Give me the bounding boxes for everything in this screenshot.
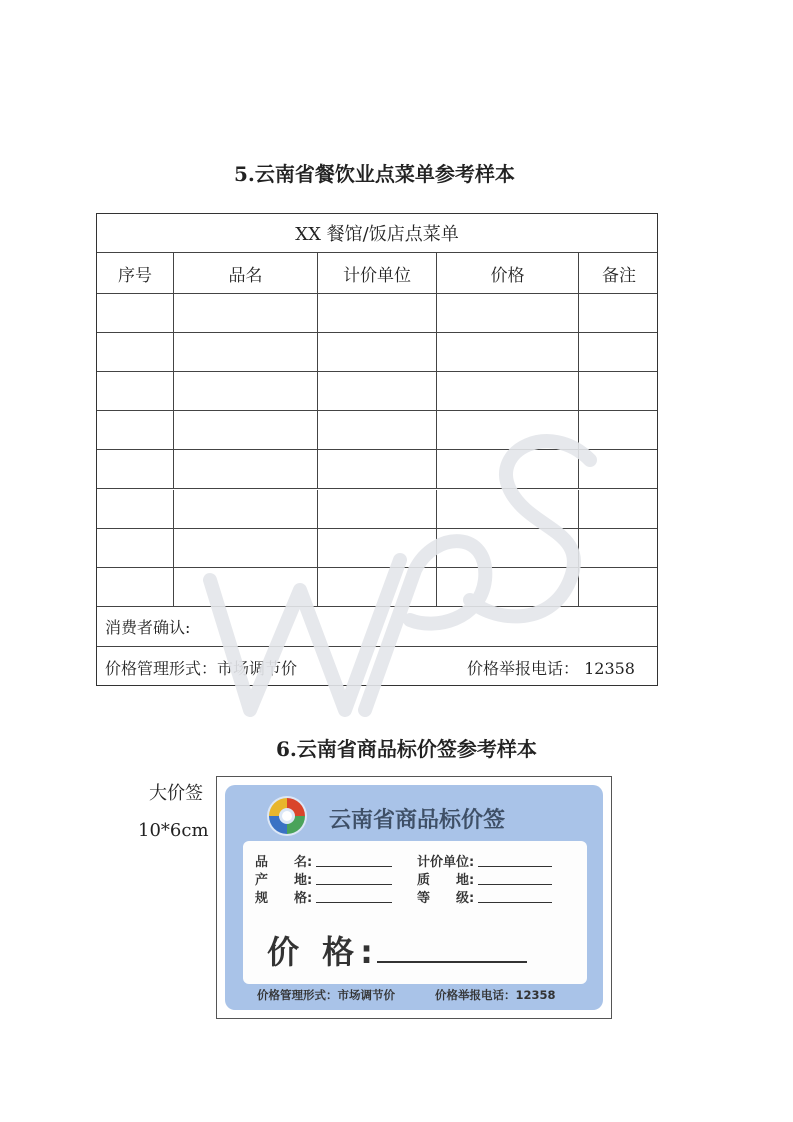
table-cell xyxy=(97,372,174,410)
table-header-row xyxy=(97,253,657,294)
table-cell xyxy=(437,450,579,488)
table-cell xyxy=(174,294,318,332)
table-cell xyxy=(579,568,659,606)
table-cell xyxy=(97,294,174,332)
table-cell xyxy=(174,333,318,371)
tag-price-hotline: 价格举报电话：12358 xyxy=(435,988,556,1002)
table-cell xyxy=(437,411,579,449)
header-price: 价格 xyxy=(437,253,579,293)
table-row xyxy=(97,411,657,450)
table-cell xyxy=(318,568,437,606)
table-row xyxy=(97,490,657,529)
field-unit xyxy=(417,851,552,870)
table-cell xyxy=(97,568,174,606)
section-5-title: 5.云南省餐饮业点菜单参考样本 xyxy=(234,162,515,186)
table-cell xyxy=(437,490,579,528)
table-footer xyxy=(97,647,657,687)
table-cell xyxy=(174,490,318,528)
price-tag-title: 云南省商品标价签 xyxy=(329,808,506,833)
table-cell xyxy=(437,372,579,410)
field-unit-label: 计价单位: xyxy=(417,855,475,870)
table-cell xyxy=(174,450,318,488)
header-note: 备注 xyxy=(602,265,636,286)
table-cell xyxy=(97,333,174,371)
field-name-blank xyxy=(316,854,392,867)
table-cell xyxy=(97,450,174,488)
table-cell xyxy=(579,333,659,371)
table-cell xyxy=(318,529,437,567)
field-grade xyxy=(417,887,552,906)
table-cell xyxy=(97,411,174,449)
table-cell xyxy=(318,372,437,410)
table-cell xyxy=(174,411,318,449)
table-cell xyxy=(579,450,659,488)
field-material xyxy=(417,869,552,888)
menu-table xyxy=(96,213,658,686)
field-name xyxy=(255,851,392,870)
field-spec xyxy=(255,887,392,906)
table-cell xyxy=(579,490,659,528)
table-cell xyxy=(174,529,318,567)
table-row xyxy=(97,450,657,489)
table-cell xyxy=(579,294,659,332)
table-cell xyxy=(174,568,318,606)
table-cell xyxy=(318,333,437,371)
header-index: 序号 xyxy=(97,253,174,293)
table-row xyxy=(97,333,657,372)
field-material-label: 质 地: xyxy=(417,873,475,888)
field-name-label: 品 名: xyxy=(255,855,313,870)
table-cell xyxy=(318,294,437,332)
header-unit: 计价单位 xyxy=(318,253,437,293)
field-material-blank xyxy=(478,872,552,885)
table-cell xyxy=(97,490,174,528)
table-cell xyxy=(437,333,579,371)
field-spec-blank xyxy=(316,890,392,903)
consumer-confirm: 消费者确认: xyxy=(97,607,657,647)
price-tag xyxy=(216,776,612,1019)
tag-size-label: 10*6cm xyxy=(138,820,209,841)
price-blank xyxy=(377,961,527,963)
table-cell xyxy=(579,529,659,567)
field-grade-blank xyxy=(478,890,552,903)
big-tag-label: 大价签 xyxy=(149,783,203,804)
table-row xyxy=(97,372,657,411)
field-origin-blank xyxy=(316,872,392,885)
table-caption: XX 餐馆/饭店点菜单 xyxy=(97,214,657,253)
section-6-title: 6.云南省商品标价签参考样本 xyxy=(276,737,537,761)
yunnan-logo-icon xyxy=(261,793,313,839)
price-hotline: 价格举报电话： 12358 xyxy=(467,658,635,678)
header-name: 品名 xyxy=(174,253,318,293)
price-label: 价 格: xyxy=(267,933,379,971)
table-cell xyxy=(579,411,659,449)
price-management: 价格管理形式：市场调节价 xyxy=(105,658,298,678)
table-row xyxy=(97,568,657,607)
table-row xyxy=(97,294,657,333)
table-cell xyxy=(437,568,579,606)
field-spec-label: 规 格: xyxy=(255,891,313,906)
table-cell xyxy=(318,450,437,488)
table-cell xyxy=(437,294,579,332)
table-row xyxy=(97,529,657,568)
table-cell xyxy=(318,411,437,449)
field-origin-label: 产 地: xyxy=(255,873,313,888)
table-cell xyxy=(579,372,659,410)
field-unit-blank xyxy=(478,854,552,867)
table-cell xyxy=(174,372,318,410)
field-origin xyxy=(255,869,392,888)
table-cell xyxy=(318,490,437,528)
table-cell xyxy=(437,529,579,567)
table-cell xyxy=(97,529,174,567)
field-grade-label: 等 级: xyxy=(417,891,475,906)
tag-price-management: 价格管理形式：市场调节价 xyxy=(257,988,395,1002)
